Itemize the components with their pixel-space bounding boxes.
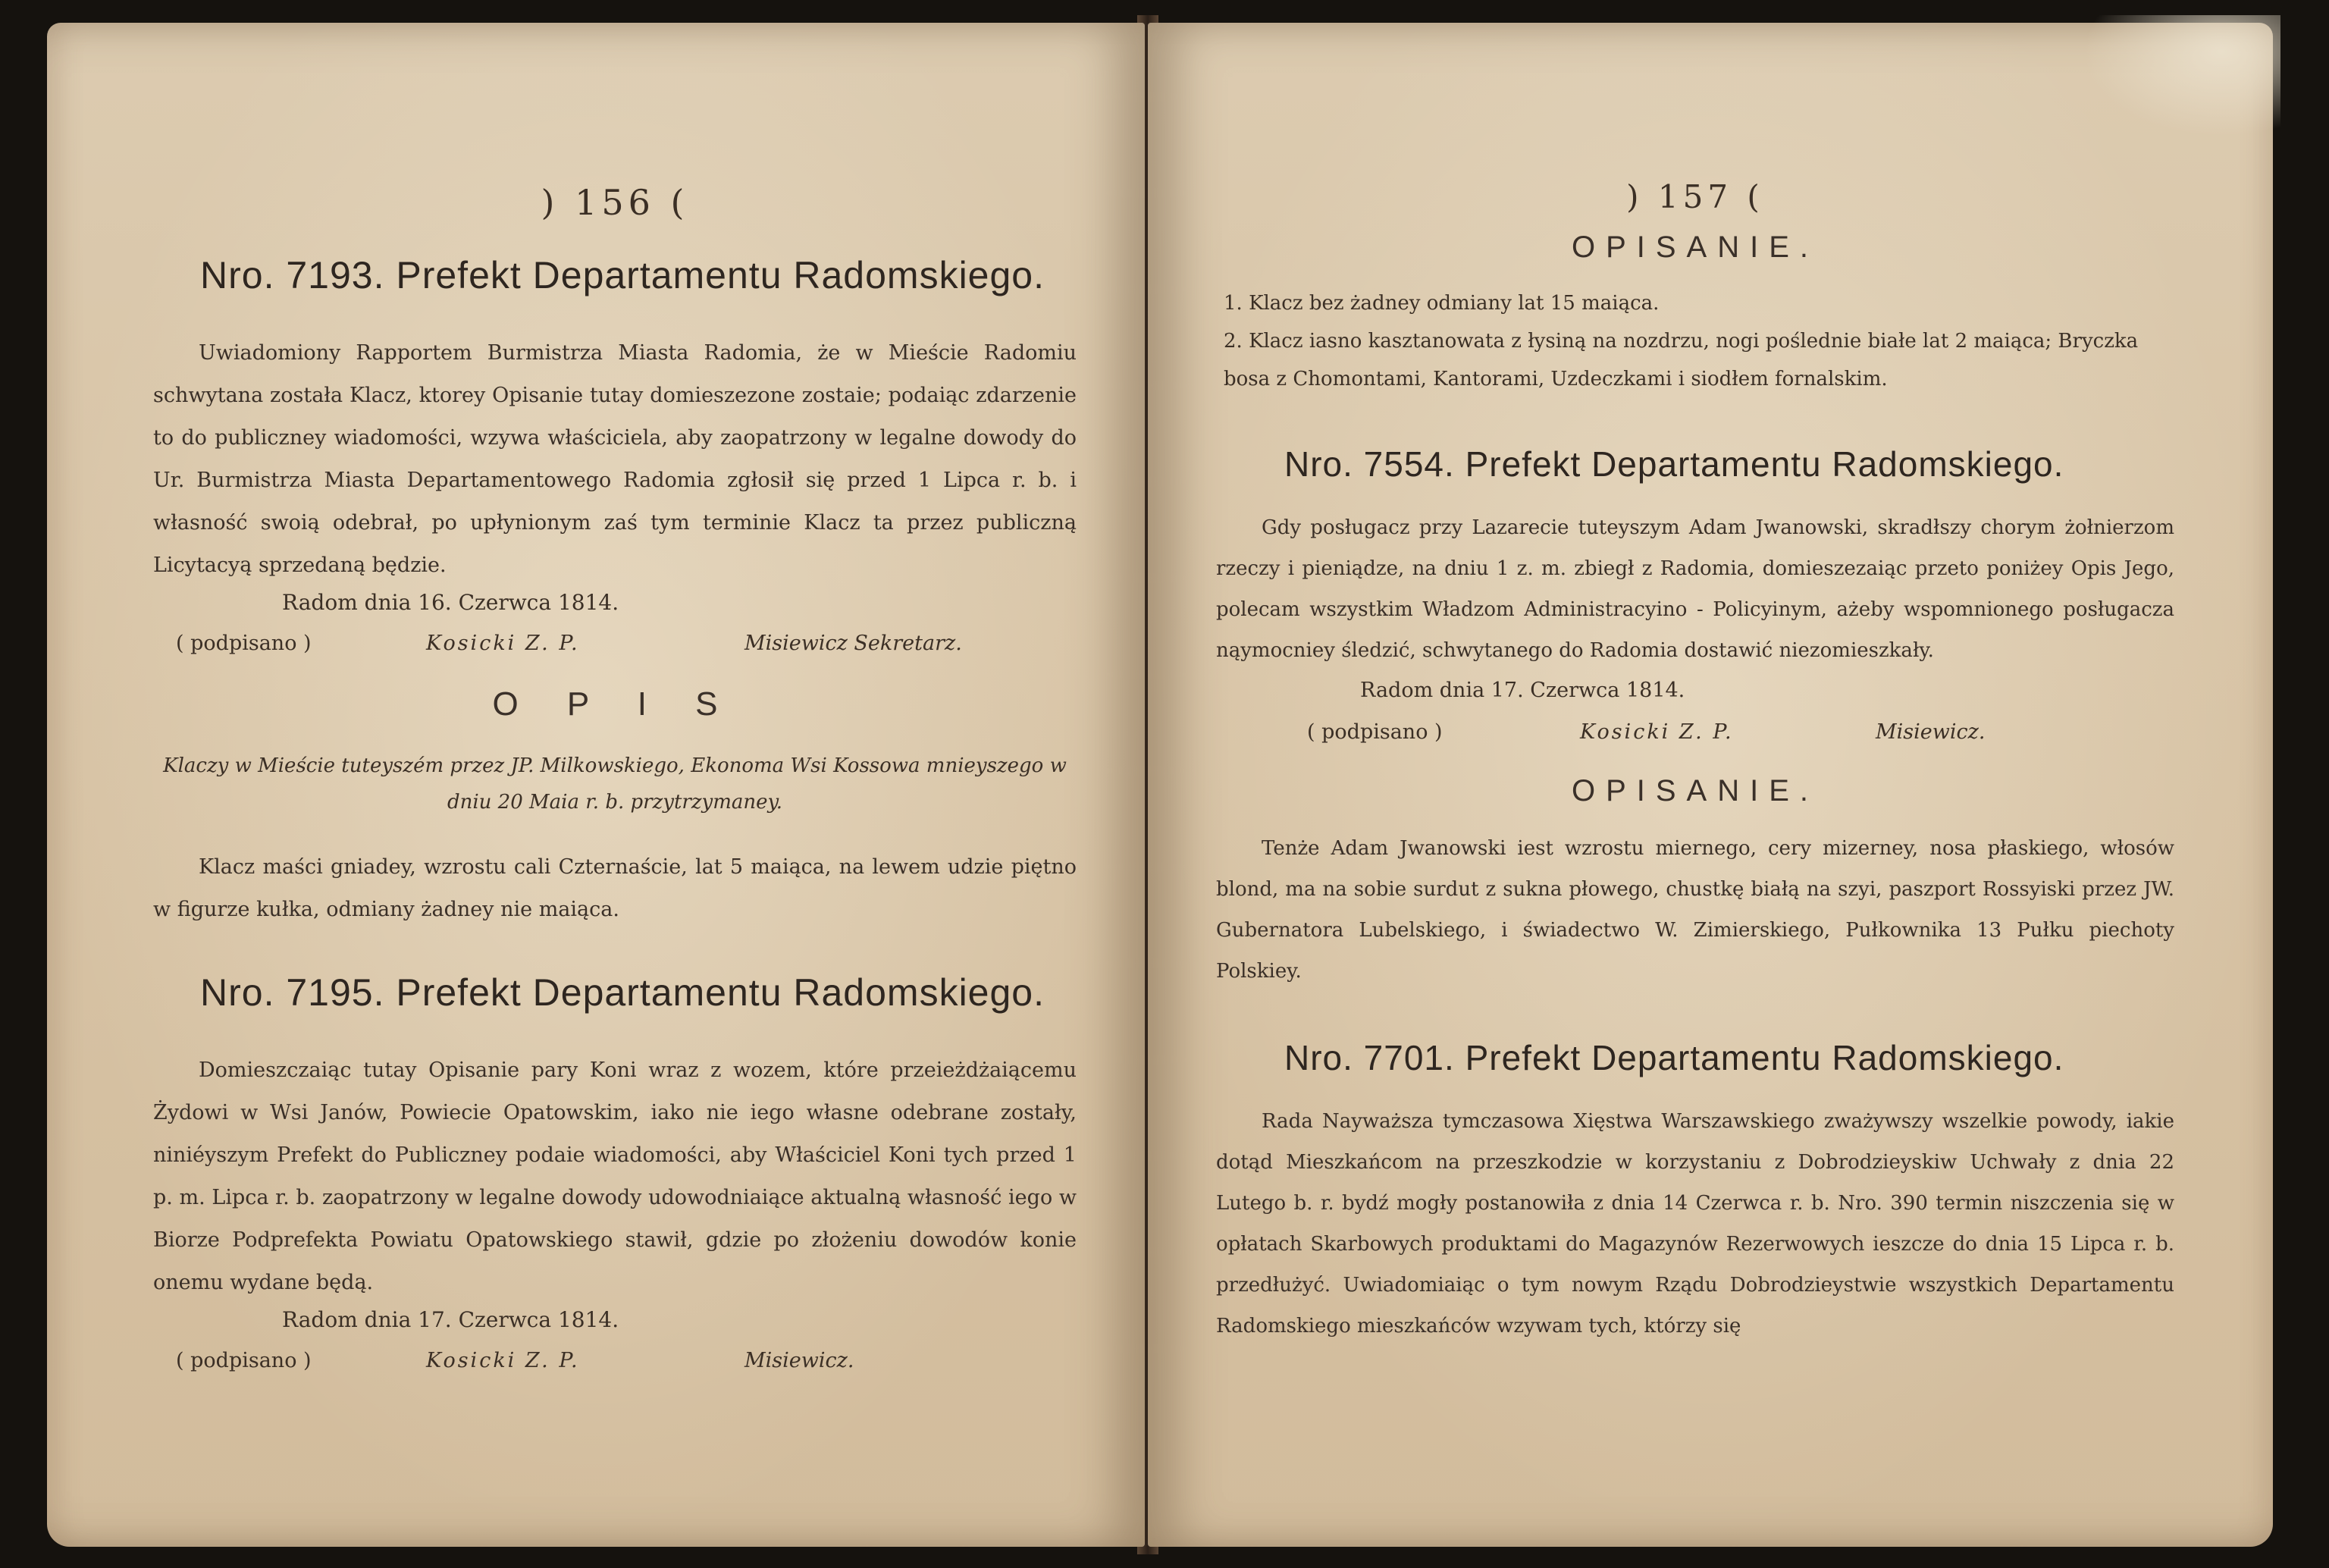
signed-secretary: Misiewicz Sekretarz.	[744, 632, 962, 655]
opis-subtitle: Klaczy w Mieście tuteyszém przez JP. Milkowskiego, Ekonoma Wsi Kossowa mnieyszego w dniu 20 Maia r. b. przytrzymaney.	[163, 754, 1067, 814]
list-item: 1. Klacz bez żadney odmiany lat 15 maiąca.	[1224, 292, 1660, 315]
left-page	[47, 23, 1145, 1547]
signature-line	[1307, 720, 2174, 744]
signed-name: Kosicki Z. P.	[426, 1349, 580, 1372]
notice-body: Domieszczaiąc tutay Opisanie pary Koni wraz z wozem, które przeieżdżaiącemu Żydowi w Wsi Janów, Powiecie Opatowskim, iako nie iego własne odebrane zostały, niniéyszym Prefekt do Publiczney podaie wiadomości, aby Właściciel Koni tych przed 1 p. m. Lipca r. b. zaopatrzony w legalne dowody udowodniaiące aktualną własność iego w Biorze Podprefekta Powiatu Opatowskiego stawił, gdzie po złożeniu dowodów konie onemu wydane będą.	[153, 1058, 1077, 1294]
right-page	[1148, 23, 2273, 1547]
left-page-content	[47, 23, 1145, 1403]
right-page-content	[1148, 23, 2273, 1347]
signed-secretary: Misiewicz.	[1876, 720, 1986, 744]
opis-title: O P I S	[492, 685, 738, 723]
notice-body: Gdy posługacz przy Lazarecie tuteyszym Adam Jwanowski, skradłszy chorym żołnierzom rzeczy i pieniądze, na dniu 1 z. m. zbiegł z Radomia, domieszezaiąc przeto poniżey Opis Jego, polecam wszystkim Władzom Administracyino - Policyinym, ażeby wspomnionego posługacza nąymocniey śledzić, schwytanego do Radomia dostawić niezomieszkały.	[1216, 516, 2174, 662]
signature-line	[176, 632, 1077, 655]
opisanie-title: OPISANIE.	[1571, 230, 1820, 264]
notice-heading: Nro. 7554. Prefekt Departamentu Radomskiego.	[1284, 444, 2064, 484]
notice-body: Uwiadomiony Rapportem Burmistrza Miasta Radomia, że w Mieście Radomiu schwytana została Klacz, ktorey Opisanie tutay domieszezone zostaie; podaiąc zdarzenie to do publiczney wiadomości, wzywa właściciela, aby zaopatrzony w legalne dowody do Ur. Burmistrza Miasta Departamentowego Radomia zgłosił się przed 1 Lipca r. b. i własność swoią odebrał, po upłynionym zaś tym terminie Klacz ta przez publiczną Licytacyą sprzedaną będzie.	[153, 341, 1077, 577]
opis-body: Klacz maści gniadey, wzrostu cali Czternaście, lat 5 maiąca, na lewem udzie piętno w figurze kułka, odmiany żadney nie maiąca.	[153, 855, 1077, 921]
opisanie-title: OPISANIE.	[1571, 774, 1820, 808]
page-number-right: ) 157 (	[1626, 178, 1764, 215]
signature-line	[176, 1349, 1077, 1372]
notice-heading: Nro. 7193. Prefekt Departamentu Radomskiego.	[200, 254, 1045, 296]
signed-name: Kosicki Z. P.	[1580, 720, 1734, 744]
notice-body: Rada Nayważsza tymczasowa Xięstwa Warszawskiego zważywszy wszelkie powody, iakie dotąd Mieszkańcom na przeszkodzie w korzystaniu z Dobrodzieyskiw Uchwały z dnia 22 Lutego b. r. bydź mogły postanowiła z dnia 14 Czerwca r. b. Nro. 390 termin niszczenia się w opłatach Skarbowych produktami do Magazynów Rezerwowych ieszcze do dnia 15 Lipca r. b. przedłużyć. Uwiadomiaiąc o tym nowym Rządu Dobrodzieystwie wszystkich Departamentu Radomskiego mieszkańców wzywam tych, którzy się	[1216, 1110, 2174, 1338]
notice-heading: Nro. 7701. Prefekt Departamentu Radomskiego.	[1284, 1038, 2064, 1077]
signed-label: ( podpisano )	[176, 632, 312, 655]
notice-date: Radom dnia 16. Czerwca 1814.	[282, 590, 619, 615]
notice-heading: Nro. 7195. Prefekt Departamentu Radomskiego.	[200, 971, 1045, 1014]
notice-date: Radom dnia 17. Czerwca 1814.	[282, 1307, 619, 1332]
notice-date: Radom dnia 17. Czerwca 1814.	[1360, 679, 1685, 702]
opisanie-list	[1216, 284, 2174, 398]
page-number-left: ) 156 (	[541, 182, 689, 223]
signed-name: Kosicki Z. P.	[426, 632, 580, 655]
signed-label: ( podpisano )	[1307, 720, 1443, 744]
opisanie-body: Tenże Adam Jwanowski iest wzrostu miernego, cery mizerney, nosa płaskiego, włosów blond, ma na sobie surdut z sukna płowego, chustkę białą na szyi, paszport Rossyiski przez JW. Gubernatora Lubelskiego, i świadectwo W. Zimierskiego, Pułkownika 13 Pułku piechoty Polskiey.	[1216, 837, 2174, 983]
list-item: 2. Klacz iasno kasztanowata z łysiną na nozdrzu, nogi poślednie białe lat 2 maiąca; Bryczka bosa z Chomontami, Kantorami, Uzdeczkami i siodłem fornalskim.	[1224, 330, 2139, 390]
signed-secretary: Misiewicz.	[744, 1349, 854, 1372]
signed-label: ( podpisano )	[176, 1349, 312, 1372]
